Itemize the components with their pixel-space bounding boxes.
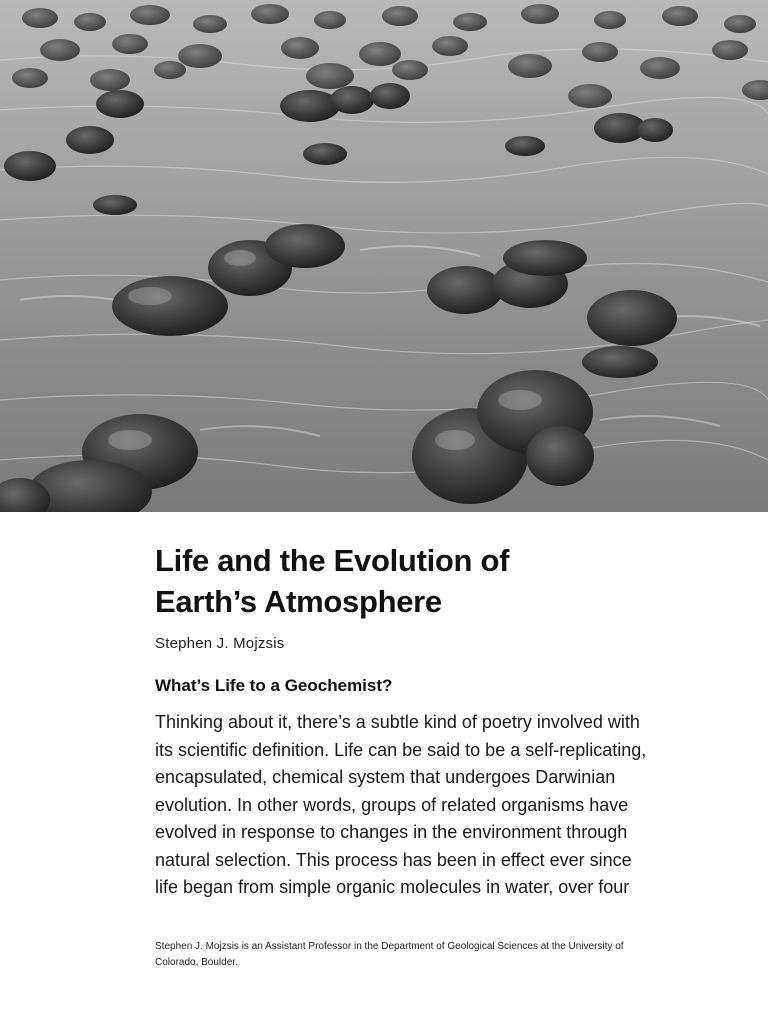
body-line: encapsulated, chemical system that undergoes Darwinian [155,767,616,787]
title-line-1: Life and the Evolution of [155,543,510,578]
body-line: evolution. In other words, groups of related organisms have [155,794,629,815]
article-title [155,540,695,622]
section-heading: What’s Life to a Geochemist? [155,676,393,695]
title-line-2: Earth’s Atmosphere [155,584,442,619]
body-line: evolved in response to changes in the environment through [155,822,628,842]
body-paragraph [155,709,675,902]
body-line: Thinking about it, there’s a subtle kind of poetry involved with [155,712,640,732]
footnote-line: Colorado, Boulder. [155,957,238,968]
body-line: its scientific definition. Life can be said to be a self-replicating, [155,739,647,760]
author-footnote [155,939,675,971]
body-line: natural selection. This process has been in effect ever since [155,849,632,870]
footnote-line: Stephen J. Mojzsis is an Assistant Professor in the Department of Geological Sciences at the University of [155,941,624,952]
body-line: life began from simple organic molecules in water, over four [155,877,630,897]
article-header [155,540,695,902]
author-byline: Stephen J. Mojzsis [155,635,285,652]
